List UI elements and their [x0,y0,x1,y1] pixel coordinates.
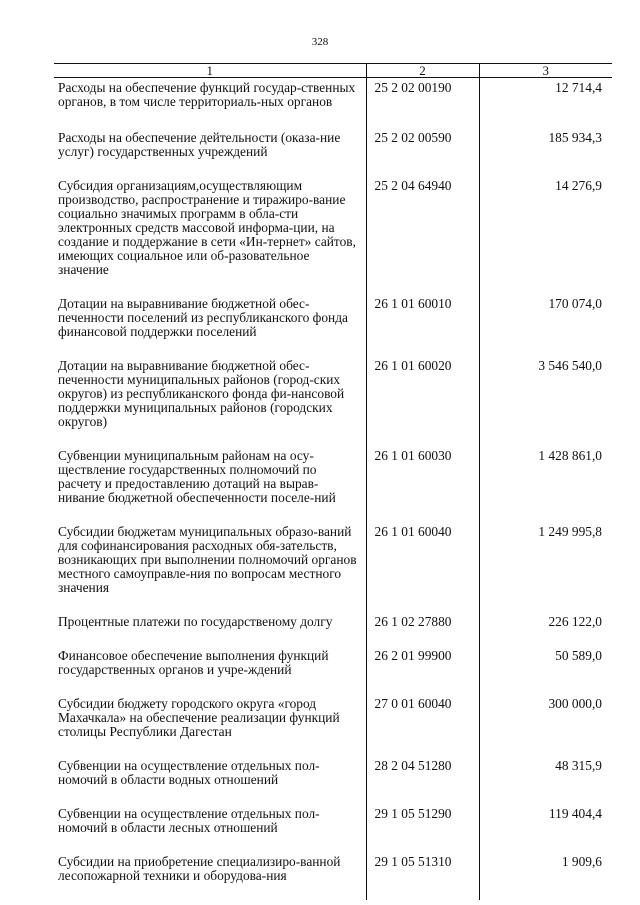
table-row [54,126,612,176]
row-description: Дотации на выравнивание бюджетной обес-печенности муниципальных районов (город-ских округов) из республиканского фонда фи-нансовой поддержки муниципальных районов (городских округов) [58,358,345,429]
column-header-3: 3 [479,64,612,78]
table-row [54,522,612,612]
row-description: Субсидии на приобретение специализиро-ванной лесопожарной техники и оборудова-ния [58,854,341,883]
row-amount: 14 276,9 [479,176,612,294]
row-amount: 1 428 861,0 [479,446,612,522]
row-description: Субвенции на осуществление отдельных пол-номочий в области водных отношений [58,758,320,787]
table-body [54,78,612,901]
row-description: Дотации на выравнивание бюджетной обес-печенности поселений из республиканского фонда финансовой поддержки поселений [58,296,348,339]
row-description: Расходы на обеспечение функций государ-ственных органов, в том числе территориаль-ных органов [58,80,356,109]
row-code: 25 2 02 00190 [366,78,479,127]
row-code: 25 2 04 64940 [366,176,479,294]
row-description: Расходы на обеспечение дейтельности (оказа-ние услуг) государственных учреждений [58,130,341,159]
table-row [54,612,612,646]
row-description: Финансовое обеспечение выполнения функций государственных органов и учре-ждений [58,648,329,677]
row-description: Субсидия организациям,осуществляющим производство, распространение и тиражиро-вание социально значимых программ в обла-сти электронных средств массовой информа-ции, на создание и поддержание в сети «Ин-тернет» сайтов, имеющих социальное или об-разовательное значение [58,178,356,277]
table-row [54,78,612,127]
table-row [54,646,612,694]
row-amount: 50 589,0 [479,646,612,694]
row-code: 29 1 05 51310 [366,852,479,900]
table-row [54,694,612,756]
row-code: 29 1 05 51290 [366,804,479,852]
row-description: Субвенции муниципальным районам на осу-ществление государственных полномочий по расчету и предоставлению дотаций на вырав-нивание бюджетной обеспеченности поселе-ний [58,448,336,505]
row-code: 26 1 01 60040 [366,522,479,612]
row-code: 27 0 01 60040 [366,694,479,756]
row-amount: 185 934,3 [479,126,612,176]
row-code: 26 1 01 60030 [366,446,479,522]
table-row [54,176,612,294]
row-amount: 1 249 995,8 [479,522,612,612]
row-code: 25 2 02 00590 [366,126,479,176]
row-amount: 170 074,0 [479,294,612,356]
row-code: 26 1 02 27880 [366,612,479,646]
row-description: Субвенции на осуществление отдельных пол-номочий в области лесных отношений [58,806,320,835]
row-amount: 12 714,4 [479,78,612,127]
table-row [54,356,612,446]
table-row [54,804,612,852]
row-amount: 119 404,4 [479,804,612,852]
row-amount: 48 315,9 [479,756,612,804]
page-number: 328 [311,36,329,48]
budget-table [54,63,612,900]
row-code: 26 1 01 60010 [366,294,479,356]
row-description: Субсидии бюджетам муниципальных образо-ваний для софинансирования расходных обя-зательств, возникающих при выполнении полномочий органов местного самоуправле-ния по вопросам местного значения [58,524,357,595]
row-code: 28 2 04 51280 [366,756,479,804]
row-code: 26 1 01 60020 [366,356,479,446]
table-row [54,756,612,804]
table-row [54,852,612,900]
table-row [54,446,612,522]
column-header-1: 1 [54,64,366,78]
table-row [54,294,612,356]
row-amount: 300 000,0 [479,694,612,756]
row-description: Процентные платежи по государственому долгу [58,614,333,629]
row-amount: 1 909,6 [479,852,612,900]
row-amount: 3 546 540,0 [479,356,612,446]
row-amount: 226 122,0 [479,612,612,646]
row-code: 26 2 01 99900 [366,646,479,694]
row-description: Субсидии бюджету городского округа «город Махачкала» на обеспечение реализации функций столицы Республики Дагестан [58,696,340,739]
column-header-2: 2 [366,64,479,78]
table-header-row [54,64,612,78]
